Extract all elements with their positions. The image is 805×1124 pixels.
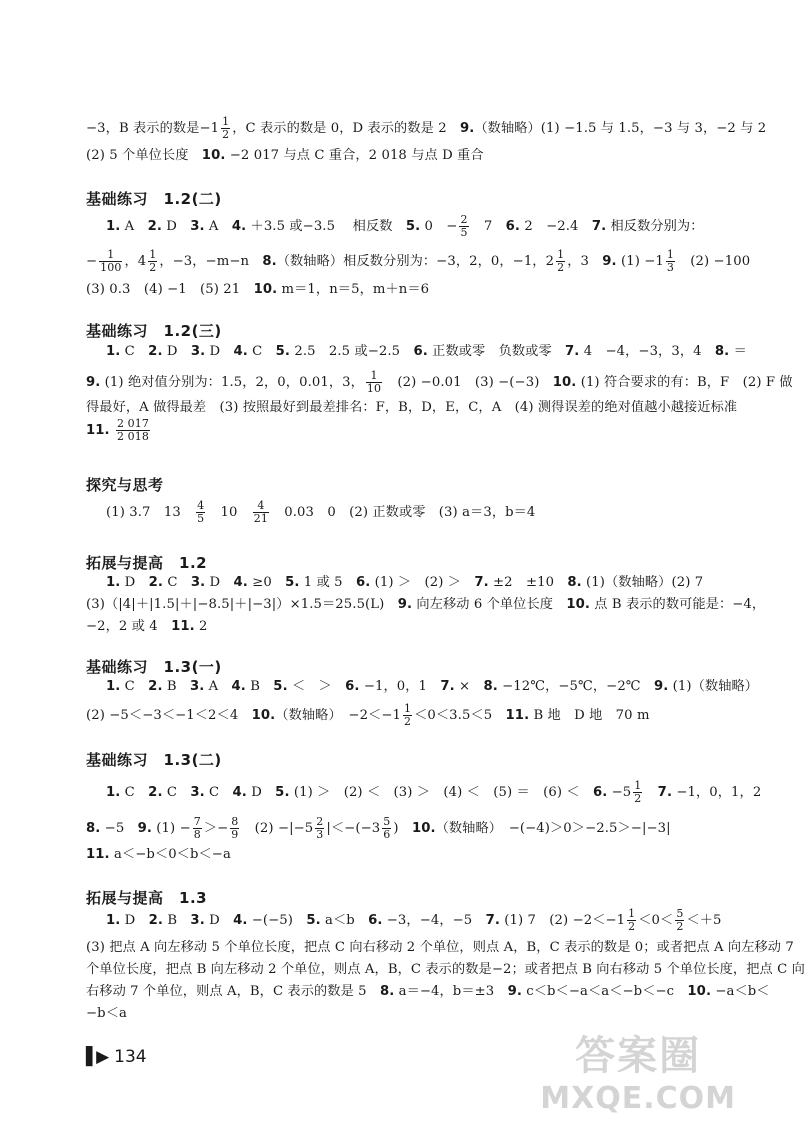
answer-line: 1. A 2. D 3. A 4. ＋3.5 或−3.5 相反数 5. 0 − $\frac{2}{5}$ 7 6. 2 −2.4 7. 相反数分别为：	[106, 213, 704, 239]
section-heading: 基础练习 1.2(二)	[86, 190, 222, 208]
fraction: $\frac{1}{2}$	[628, 907, 636, 933]
answer-line: (3) 把点 A 向左移动 5 个单位长度，把点 C 向右移动 2 个单位，则点 A，B，C 表示的数是 0；或者把点 A 向左移动 7	[86, 940, 794, 955]
answer-line: (3)（|4|＋|1.5|＋|−8.5|＋|−3|）×1.5＝25.5(L) 9. 向左移动 6 个单位长度 10. 点 B 表示的数可能是：−4，	[86, 597, 766, 612]
answer-line: −3，B 表示的数是−1 $\frac{1}{2}$ ，C 表示的数是 0，D 表示的数是 2 9.（数轴略）(1) −1.5 与 1.5，−3 与 3，−2 与 2	[86, 115, 767, 141]
answer-line: 1. C 2. B 3. A 4. B 5. ＜ ＞ 6. −1，0，1 7. × 8. −12℃，−5℃，−2℃ 9. (1)（数轴略）	[106, 679, 759, 694]
section-heading: 探究与思考	[86, 476, 164, 494]
answer-line: (3) 0.3 (4) −1 (5) 21 10. m＝1，n＝5，m＋n＝6	[86, 282, 430, 297]
fraction: $\frac{5}{6}$	[383, 815, 391, 841]
fraction: $\frac{4}{21}$	[253, 499, 268, 525]
page-footer	[86, 1047, 147, 1067]
question-number: 9.	[459, 121, 475, 136]
fraction: $\frac{7}{8}$	[193, 815, 201, 841]
answer-line: 得最好，A 做得最差 (3) 按照最好到最差排名：F，B，D，E，C，A (4) 测得误差的绝对值越小越接近标准	[86, 400, 738, 415]
answer-line: 1. D 2. C 3. D 4. ≥0 5. 1 或 5 6. (1) ＞ (2) ＞ 7. ±2 ±10 8. (1)（数轴略）(2) 7	[106, 575, 704, 590]
page-number: 134	[114, 1047, 147, 1067]
fraction: $\frac{1}{3}$	[666, 248, 674, 274]
fraction: $\frac{1}{100}$	[100, 248, 122, 274]
fraction: $\frac{1}{2}$	[222, 115, 230, 141]
answer-line: 11. $\frac{2 017}{2 018}$	[86, 417, 149, 443]
answer-line: 1. D 2. B 3. D 4. −(−5) 5. a＜b 6. −3，−4，−5 7. (1) 7 (2) −2＜−1 $\frac{1}{2}$ ＜0＜ $\frac{5}{2}$ ＜＋5	[106, 907, 722, 933]
answer-line: −b＜a	[86, 1006, 127, 1021]
answer-line: 9. (1) 绝对值分别为：1.5，2，0，0.01，3， $\frac{1}{10}$ (2) −0.01 (3) −(−3) 10. (1) 符合要求的有：B，F (2) F 做	[86, 369, 793, 395]
section-heading: 拓展与提高 1.2	[86, 554, 208, 572]
answer-line: 11. a＜−b＜0＜b＜−a	[86, 847, 231, 862]
fraction: $\frac{4}{5}$	[197, 499, 205, 525]
fraction: $\frac{8}{9}$	[231, 815, 239, 841]
fraction: $\frac{2}{5}$	[460, 213, 468, 239]
fraction: $\frac{2}{3}$	[316, 815, 324, 841]
section-heading: 基础练习 1.2(三)	[86, 322, 222, 340]
watermark-logo: 答案圈 MXQE.COM	[540, 1033, 736, 1116]
answer-line: 8. −5 9. (1) − $\frac{7}{8}$ ＞− $\frac{8}{9}$ (2) −|−5 $\frac{2}{3}$ |＜−(−3 $\frac{5}{6}$ ) 10.（数轴略） −(−4)＞0＞−2.5＞−|−3|	[86, 815, 671, 841]
fraction: $\frac{2 017}{2 018}$	[116, 417, 149, 443]
answer-line: (2) 5 个单位长度 10. −2 017 与点 C 重合，2 018 与点 D 重合	[86, 148, 484, 163]
answer-line: 1. C 2. C 3. C 4. D 5. (1) ＞ (2) ＜ (3) ＞ (4) ＜ (5) ＝ (6) ＜ 6. −5 $\frac{1}{2}$ 7. −1，0，1，2	[106, 779, 762, 805]
section-heading: 基础练习 1.3(二)	[86, 751, 222, 769]
fraction: $\frac{1}{2}$	[557, 248, 565, 274]
answer-line: 个单位长度，把点 B 向左移动 2 个单位，则点 A，B，C 表示的数是−2；或者把点 B 向右移动 5 个单位长度，把点 C 向	[86, 962, 805, 977]
answer-line: (1) 3.7 13 $\frac{4}{5}$ 10 $\frac{4}{21}$ 0.03 0 (2) 正数或零 (3) a＝3，b＝4	[106, 499, 536, 525]
section-heading: 基础练习 1.3(一)	[86, 658, 222, 676]
fraction: $\frac{1}{10}$	[366, 369, 382, 395]
answer-line: − $\frac{1}{100}$ ，4 $\frac{1}{2}$ ，−3，−m−n 8.（数轴略）相反数分别为：−3，2，0，−1，2 $\frac{1}{2}$ ，3 9. (1) −1 $\frac{1}{3}$ (2) −100	[86, 248, 751, 274]
section-heading: 拓展与提高 1.3	[86, 889, 208, 907]
fraction: $\frac{1}{2}$	[149, 248, 157, 274]
answer-line: 右移动 7 个单位，则点 A，B，C 表示的数是 5 8. a＝−4，b＝±3 9. c＜b＜−a＜a＜−b＜−c 10. −a＜b＜	[86, 984, 770, 999]
fraction: $\frac{1}{2}$	[634, 779, 642, 805]
answer-line: −2，2 或 4 11. 2	[86, 619, 208, 634]
question-number: 10.	[201, 148, 226, 163]
page-marker-icon: ▌▶	[86, 1047, 107, 1067]
answer-line: 1. C 2. D 3. D 4. C 5. 2.5 2.5 或−2.5 6. 正数或零 负数或零 7. 4 −4，−3，3，4 8. ＝	[106, 344, 747, 359]
answer-line: (2) −5＜−3＜−1＜2＜4 10.（数轴略） −2＜−1 $\frac{1}{2}$ ＜0＜3.5＜5 11. B 地 D 地 70 m	[86, 702, 650, 728]
fraction: $\frac{5}{2}$	[676, 907, 684, 933]
fraction: $\frac{1}{2}$	[404, 702, 412, 728]
